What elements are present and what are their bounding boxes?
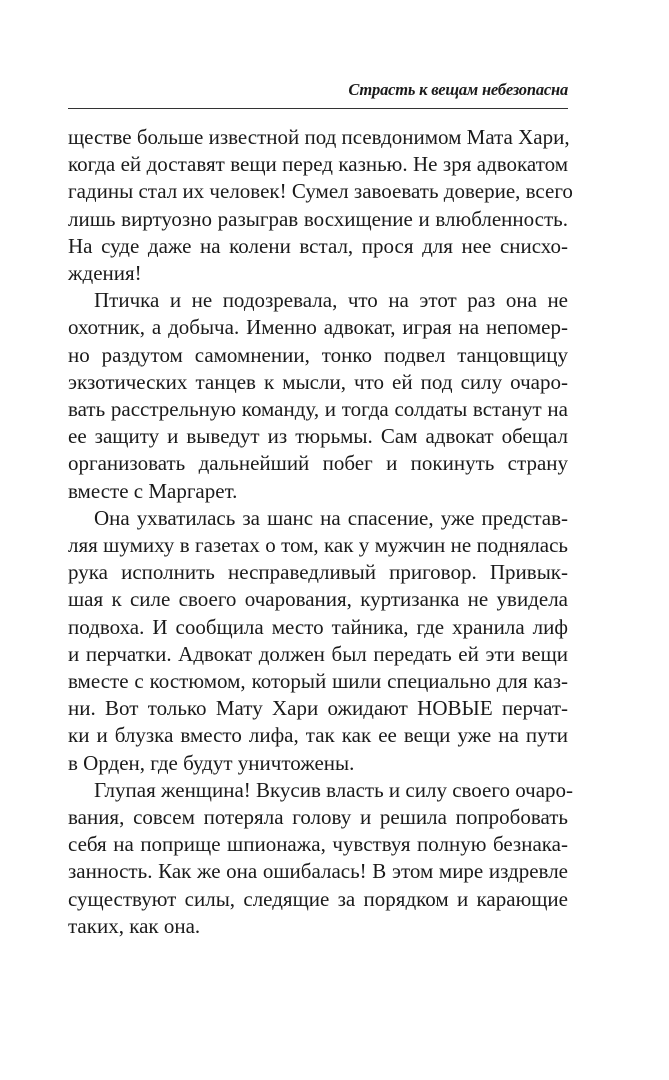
text-line: и перчатки. Адвокат должен был передать ей эти вещи — [68, 641, 568, 666]
text-line: шая к силе своего очарования, куртизанка не увидела — [68, 587, 568, 612]
text-line: Птичка и не подозревала, что на этот раз она не — [94, 288, 568, 313]
text-line: гадины стал их человек! Сумел завоевать доверие, всего — [68, 179, 573, 204]
text-line: На суде даже на колени встал, прося для нее снисхо- — [68, 233, 568, 258]
text-line: таких, как она. — [68, 913, 201, 938]
paragraph-1 — [68, 124, 573, 287]
text-line: вания, совсем потеряла голову и решила попробовать — [68, 805, 568, 830]
text-line: ждения! — [68, 261, 142, 286]
text-line: ществе больше известной под псевдонимом Мата Хари, — [68, 125, 570, 149]
text-line: но раздутом самомнении, тонко подвел танцовщицу — [68, 342, 568, 367]
text-line: вместе с Маргарет. — [68, 478, 238, 503]
text-line: ляя шумиху в газетах о том, как у мужчин не поднялась — [68, 533, 568, 558]
paragraph-4 — [68, 777, 574, 940]
text-line: вать расстрельную команду, и тогда солдаты встанут на — [68, 397, 568, 422]
text-line: лишь виртуозно разыграв восхищение и влюбленность. — [68, 206, 568, 231]
text-line: Она ухватилась за шанс на спасение, уже представ- — [94, 505, 568, 530]
text-line: занность. Как же она ошибалась! В этом мире издревле — [68, 859, 568, 884]
running-header: Страсть к вещам небезопасна — [348, 80, 568, 99]
text-line: существуют силы, следящие за порядком и карающие — [68, 886, 568, 911]
text-line: организовать дальнейший побег и покинуть страну — [68, 451, 568, 476]
text-line: вместе с костюмом, который шили специально для каз- — [68, 669, 568, 694]
text-line: себя на поприще шпионажа, чувствуя полную безнака- — [68, 832, 568, 857]
text-line: рука исполнить несправедливый приговор. Привык- — [68, 560, 568, 585]
text-line: Глупая женщина! Вкусив власть и силу своего очаро- — [94, 777, 574, 802]
text-line: в Орден, где будут уничтожены. — [68, 750, 355, 775]
text-line: когда ей доставят вещи перед казнью. Не зря адвокатом — [68, 152, 568, 177]
text-line: экзотических танцев к мысли, что ей под силу очаро- — [68, 369, 568, 394]
text-line: ее защиту и выведут из тюрьмы. Сам адвокат обещал — [68, 424, 568, 449]
text-line: подвоха. И сообщила место тайника, где хранила лиф — [68, 614, 568, 639]
text-line: ни. Вот только Мату Хари ожидают НОВЫЕ перчат- — [68, 696, 568, 721]
paragraph-2 — [68, 287, 568, 505]
paragraph-3 — [68, 505, 568, 777]
header-rule — [68, 108, 568, 109]
text-line: охотник, а добыча. Именно адвокат, играя на непомер- — [68, 315, 568, 340]
body-text — [68, 124, 574, 940]
text-line: ки и блузка вместо лифа, так как ее вещи уже на пути — [68, 723, 568, 748]
